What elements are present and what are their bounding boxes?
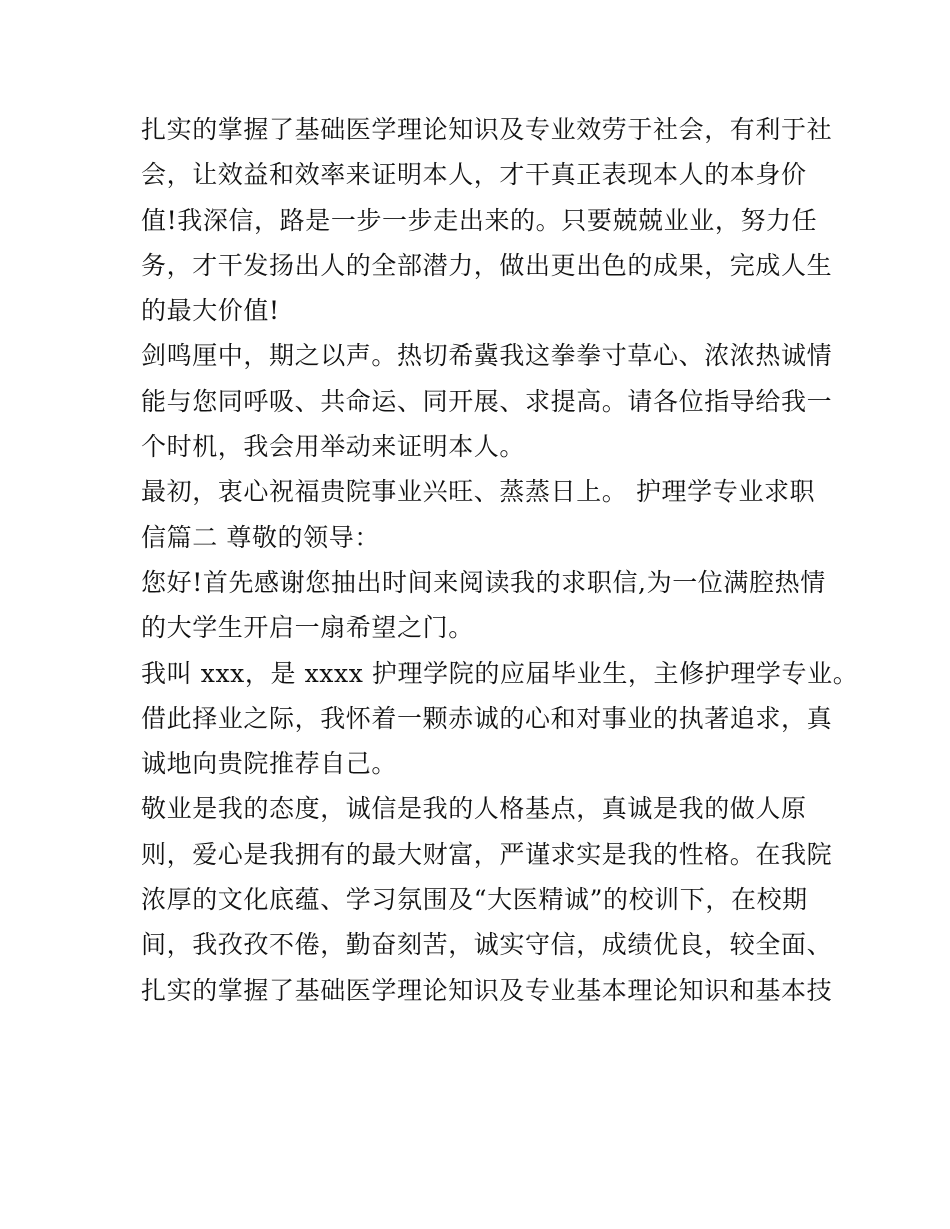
text-line: 剑鸣厘中，期之以声。热切希冀我这拳拳寸草心、浓浓热诚情 [141, 341, 833, 371]
text-line: 诚地向贵院推荐自己。 [141, 749, 398, 779]
text-line: 浓厚的文化底蕴、学习氛围及“大医精诚”的校训下，在校期 [141, 885, 808, 915]
text-line: 能与您同呼吸、共命运、同开展、求提高。请各位指导给我一 [141, 386, 833, 416]
text-line: 扎实的掌握了基础医学理论知识及专业基本理论知识和基本技 [141, 975, 833, 1005]
text-line: 最初，衷心祝福贵院事业兴旺、蒸蒸日上。 护理学专业求职 [141, 477, 816, 507]
text-line: 扎实的掌握了基础医学理论知识及专业效劳于社会，有利于社 [141, 115, 833, 144]
text-line: 我叫 xxx，是 xxxx 护理学院的应届毕业生，主修护理学专业。 [141, 658, 859, 688]
text-line: 敬业是我的态度，诚信是我的人格基点，真诚是我的做人原 [141, 794, 807, 824]
text-line: 间，我孜孜不倦，勤奋刻苦，诚实守信，成绩优良，较全面、 [141, 930, 833, 960]
text-line: 个时机，我会用举动来证明本人。 [141, 432, 526, 462]
text-line: 值!我深信，路是一步一步走出来的。只要兢兢业业，努力任 [141, 205, 818, 235]
text-line: 信篇二 尊敬的领导： [141, 522, 380, 552]
text-line: 会，让效益和效率来证明本人，才干真正表现本人的本身价 [141, 160, 807, 190]
text-line: 则，爱心是我拥有的最大财富，严谨求实是我的性格。在我院 [141, 839, 833, 869]
text-line: 务，才干发扬出人的全部潜力，做出更出色的成果，完成人生 [141, 250, 833, 280]
text-line: 的最大价值! [141, 296, 280, 326]
text-line: 您好!首先感谢您抽出时间来阅读我的求职信,为一位满腔热情 [141, 567, 826, 597]
body-text [141, 107, 859, 1013]
text-line: 借此择业之际，我怀着一颗赤诚的心和对事业的执著追求，真 [141, 703, 833, 733]
text-line: 的大学生开启一扇希望之门。 [141, 613, 474, 643]
